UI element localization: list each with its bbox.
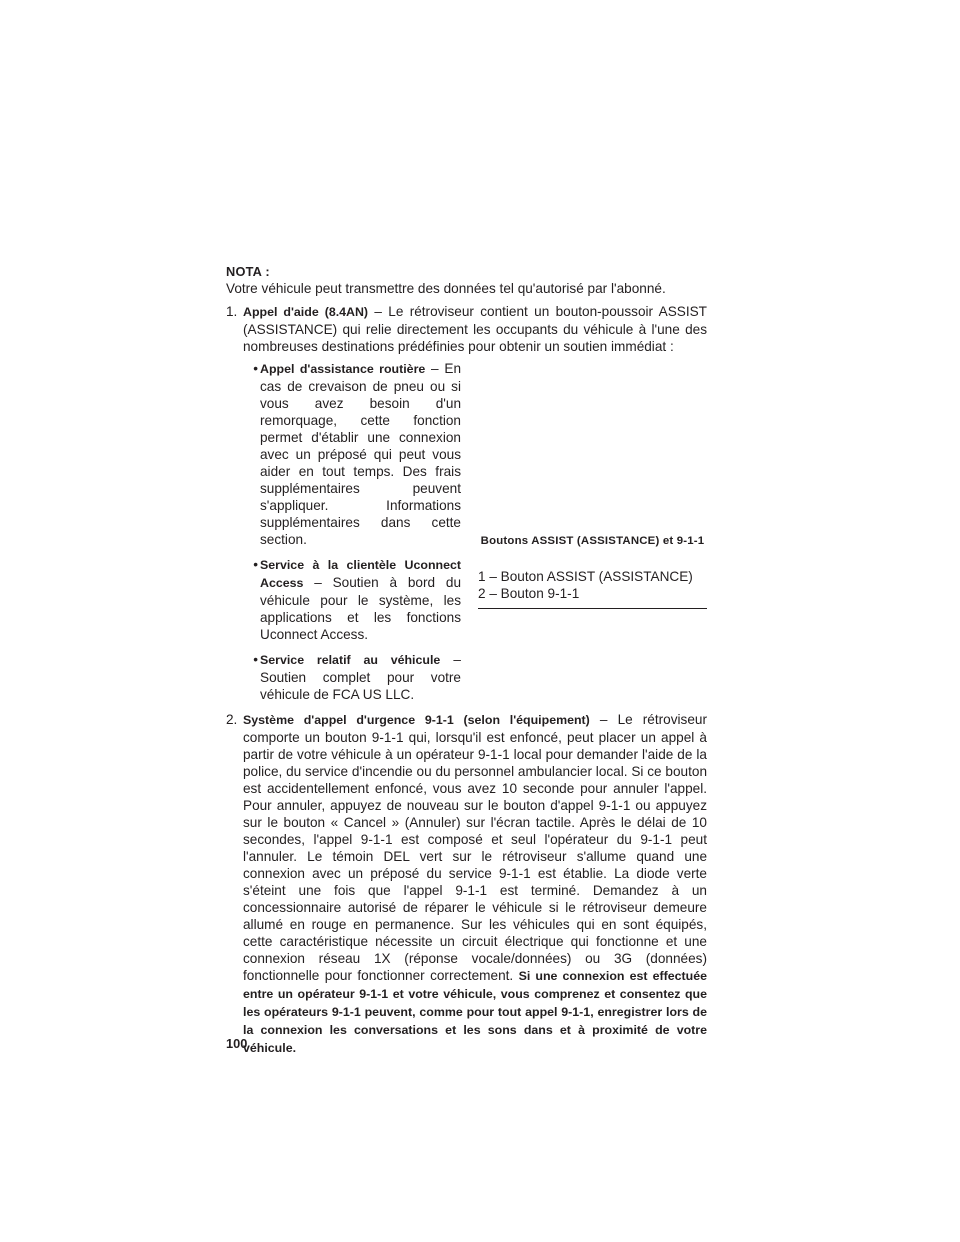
assist-bullet-list [243, 360, 461, 711]
bullet-roadside-assistance [243, 360, 461, 548]
bullet-text: – Soutien à bord du véhicule pour le système, les applications et les fonctions Uconnect Access. [260, 575, 461, 642]
assist-text: – Le rétroviseur contient un bouton-poussoir ASSIST (ASSISTANCE) qui relie directement les occupants du véhicule à l'une des nombreuses destinations prédéfinies pour obtenir un soutien immédiat : [243, 304, 707, 354]
figure-legend-item: 1 – Bouton ASSIST (ASSISTANCE) [478, 569, 693, 584]
list-item-assist [226, 303, 707, 355]
emergency-call-title: Système d'appel d'urgence 9-1-1 (selon l'équipement) [243, 713, 590, 727]
list-item-number: 2. [226, 712, 238, 727]
note-label: NOTA : [226, 264, 270, 279]
assist-two-column-section [226, 360, 707, 711]
bullet-icon: • [253, 361, 258, 376]
note-text: Votre véhicule peut transmettre des données tel qu'autorisé par l'abonné. [226, 281, 666, 296]
bullet-uconnect-customer-service [243, 556, 461, 643]
bullet-text: – Soutien complet pour votre véhicule de FCA US LLC. [260, 652, 461, 702]
assist-title: Appel d'aide (8.4AN) [243, 305, 369, 319]
bullet-title: Service relatif au véhicule [260, 653, 441, 667]
bullet-icon: • [253, 652, 258, 667]
list-item-911-call [226, 711, 707, 1057]
emergency-call-consent-text: Si une connexion est effectuée entre un opérateur 9-1-1 et votre véhicule, vous comprenez et consentez que les opérateurs 9-1-1 peuvent, comme pour tout appel 9-1-1, enregistrer lors de la connexion les conversations et les sons dans et à proximité de votre véhicule. [243, 969, 707, 1055]
figure-assist-911-buttons [478, 360, 707, 711]
bullet-title: Service à la clientèle Uconnect Access [260, 558, 461, 590]
list-item-body [243, 711, 707, 1057]
figure-caption: Boutons ASSIST (ASSISTANCE) et 9-1-1 [480, 535, 705, 547]
list-item-body [243, 303, 707, 355]
bullet-body [260, 651, 461, 703]
bullet-title: Appel d'assistance routière [260, 362, 426, 376]
bullet-text: – En cas de crevaison de pneu ou si vous avez besoin d'un remorquage, cette fonction permet d'établir une connexion avec un préposé qui peut vous aider en tout temps. Des frais supplémentaires peuvent s'appliquer. Informations supplémentaires dans cette section. [260, 361, 461, 547]
figure-legend-item: 2 – Bouton 9-1-1 [478, 586, 580, 601]
bullet-icon: • [253, 557, 258, 572]
list-item-number: 1. [226, 304, 238, 319]
bullet-vehicle-service [243, 651, 461, 703]
bullet-body [260, 360, 461, 548]
bullet-body [260, 556, 461, 643]
manual-page-content [226, 263, 707, 1057]
emergency-call-text: – Le rétroviseur comporte un bouton 9-1-1 qui, lorsqu'il est enfoncé, peut placer un appel à partir de votre véhicule à un opérateur 9-1-1 local pour demander l'aide de la police, du service d'incendie ou du personnel ambulancier local. Si ce bouton est accidentellement enfoncé, vous avez 10 seconde pour annuler l'appel. Pour annuler, appuyez de nouveau sur le bouton d'appel 9-1-1 ou appuyez sur le bouton « Cancel » (Annuler) sur l'écran tactile. Après le délai de 10 secondes, l'appel 9-1-1 est composé et seul l'opérateur du 9-1-1 peut l'annuler. Le témoin DEL vert sur le rétroviseur s'allume quand une connexion avec un préposé du service 9-1-1 est établie. La diode verte s'éteint une fois que l'appel 9-1-1 est terminé. Demandez à un concessionnaire autorisé de réparer le véhicule si le rétroviseur demeure allumé en rouge en permanence. Sur les véhicules qui en sont équipés, cette caractéristique nécessite un circuit électrique qui fonctionne et une connexion réseau 1X (réponse vocale/données) ou 3G (données) fonctionnelle pour fonctionner correctement. [243, 712, 707, 983]
page-number: 100 [226, 1036, 248, 1051]
figure-legend [478, 568, 707, 609]
figure-image-placeholder [478, 360, 707, 527]
